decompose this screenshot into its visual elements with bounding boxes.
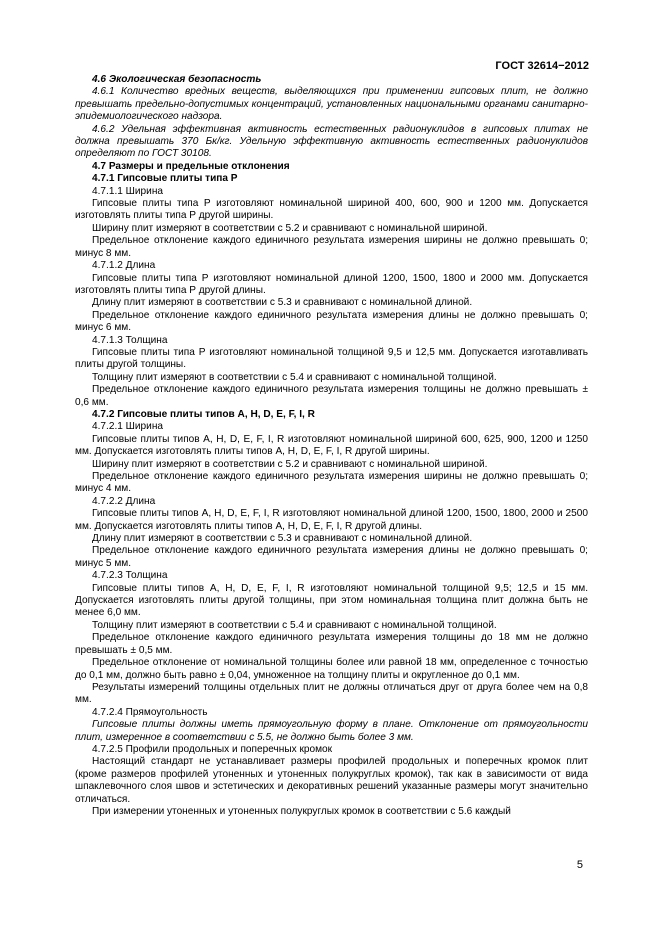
paragraph: Гипсовые плиты типа Р изготовляют номинальной шириной 400, 600, 900 и 1200 мм. Допускается изготовлять плиты типа Р другой ширины. — [75, 198, 588, 222]
page-number: 5 — [576, 859, 583, 871]
standard-header: ГОСТ 32614−2012 — [495, 60, 589, 72]
clause-heading: 4.7.2.1 Ширина — [92, 421, 164, 433]
paragraph: Предельное отклонение каждого единичного результата измерения толщины до 18 мм не должно превышать ± 0,5 мм. — [75, 632, 588, 656]
section-heading: 4.7 Размеры и предельные отклонения — [92, 160, 290, 172]
paragraph: Предельное отклонение каждого единичного результата измерения толщины не должно превышать ± 0,6 мм. — [75, 384, 588, 408]
subsection-heading: 4.7.1 Гипсовые плиты типа Р — [92, 173, 238, 185]
paragraph: 4.6.2 Удельная эффективная активность естественных радионуклидов в гипсовых плитах не должна превышать 370 Бк/кг. Удельную эффективную активность естественных радионуклидов определяют по ГОСТ 30108. — [75, 123, 588, 160]
paragraph: Ширину плит измеряют в соответствии с 5.2 и сравнивают с номинальной шириной. — [92, 458, 488, 470]
paragraph: Ширину плит измеряют в соответствии с 5.2 и сравнивают с номинальной шириной. — [92, 222, 488, 234]
paragraph: Толщину плит измеряют в соответствии с 5.4 и сравнивают с номинальной толщиной. — [92, 371, 497, 383]
paragraph: Настоящий стандарт не устанавливает размеры профилей продольных и поперечных кромок плит (кроме размеров профилей утоненных и утоненных полукруглых кромок), так как в зависимости от вида шпаклевочного слоя швов и эстетических и декоративных решений указанные размеры могут значительно отличаться. — [75, 756, 588, 805]
section-heading: 4.6 Экологическая безопасность — [92, 74, 262, 85]
clause-heading: 4.7.1.3 Толщина — [92, 334, 168, 346]
paragraph: Предельное отклонение от номинальной толщины более или равной 18 мм, определенное с точностью до 0,1 мм, должно быть равно ± 0,04, умноженное на толщину плиты и округленное до 0,1 мм. — [75, 657, 588, 681]
paragraph: Длину плит измеряют в соответствии с 5.3 и сравнивают с номинальной длиной. — [92, 297, 473, 309]
clause-heading: 4.7.2.2 Длина — [92, 495, 156, 507]
paragraph: При измерении утоненных и утоненных полукруглых кромок в соответствии с 5.6 каждый — [92, 805, 511, 817]
paragraph: Гипсовые плиты типа Р изготовляют номинальной длиной 1200, 1500, 1800 и 2000 мм. Допускается изготовлять плиты типа Р другой длины. — [75, 272, 588, 296]
paragraph: Предельное отклонение каждого единичного результата измерения длины не должно превышать 0; минус 5 мм. — [75, 545, 588, 569]
clause-heading: 4.7.1.1 Ширина — [92, 185, 164, 197]
clause-heading: 4.7.2.4 Прямоугольность — [92, 706, 208, 718]
paragraph: Предельное отклонение каждого единичного результата измерения ширины не должно превышать 0; минус 8 мм. — [75, 235, 588, 259]
clause-heading: 4.7.2.5 Профили продольных и поперечных кромок — [92, 743, 333, 755]
paragraph: Гипсовые плиты типов А, Н, D, Е, F, I, R изготовляют номинальной толщиной 9,5; 12,5 и 15 мм. Допускается изготовлять плиты другой толщины, при этом номинальная толщина плит должна быть не менее 6,0 мм. — [75, 582, 588, 619]
paragraph: Результаты измерений толщины отдельных плит не должны отличаться друг от друга более чем на 0,8 мм. — [75, 681, 588, 706]
clause-heading: 4.7.1.2 Длина — [92, 260, 156, 272]
document-body — [75, 74, 588, 818]
paragraph: Гипсовые плиты типов А, Н, D, Е, F, I, R изготовляют номинальной шириной 600, 625, 900, 1200 и 1250 мм. Допускается изготовлять плиты типов А, Н, D, Е, F, I, R другой ширины. — [75, 433, 588, 458]
paragraph: Предельное отклонение каждого единичного результата измерения длины не должно превышать 0; минус 6 мм. — [75, 309, 588, 334]
paragraph: Длину плит измеряют в соответствии с 5.3 и сравнивают с номинальной длиной. — [92, 533, 473, 545]
clause-heading: 4.7.2.3 Толщина — [92, 570, 168, 582]
paragraph: Гипсовые плиты типа Р изготовляют номинальной толщиной 9,5 и 12,5 мм. Допускается изготавливать плиты другой толщины. — [75, 346, 588, 371]
paragraph: Гипсовые плиты типов А, Н, D, Е, F, I, R изготовляют номинальной длиной 1200, 1500, 1800, 2000 и 2500 мм. Допускается изготовлять плиты типов А, Н, D, Е, F, I, R другой длины. — [75, 508, 588, 532]
paragraph: Гипсовые плиты должны иметь прямоугольную форму в плане. Отклонение от прямоугольности плит, измеренное в соответствии с 5.5, не должно быть более 3 мм. — [75, 719, 588, 743]
subsection-heading: 4.7.2 Гипсовые плиты типов А, Н, D, Е, F, I, R — [92, 408, 315, 420]
paragraph: Толщину плит измеряют в соответствии с 5.4 и сравнивают с номинальной толщиной. — [92, 619, 497, 631]
paragraph: Предельное отклонение каждого единичного результата измерения ширины не должно превышать 0; минус 4 мм. — [75, 471, 588, 495]
paragraph: 4.6.1 Количество вредных веществ, выделяющихся при применении гипсовых плит, не должно превышать предельно-допустимых концентраций, установленных национальными органами санитарно-эпидемиологического надзора. — [75, 86, 588, 123]
